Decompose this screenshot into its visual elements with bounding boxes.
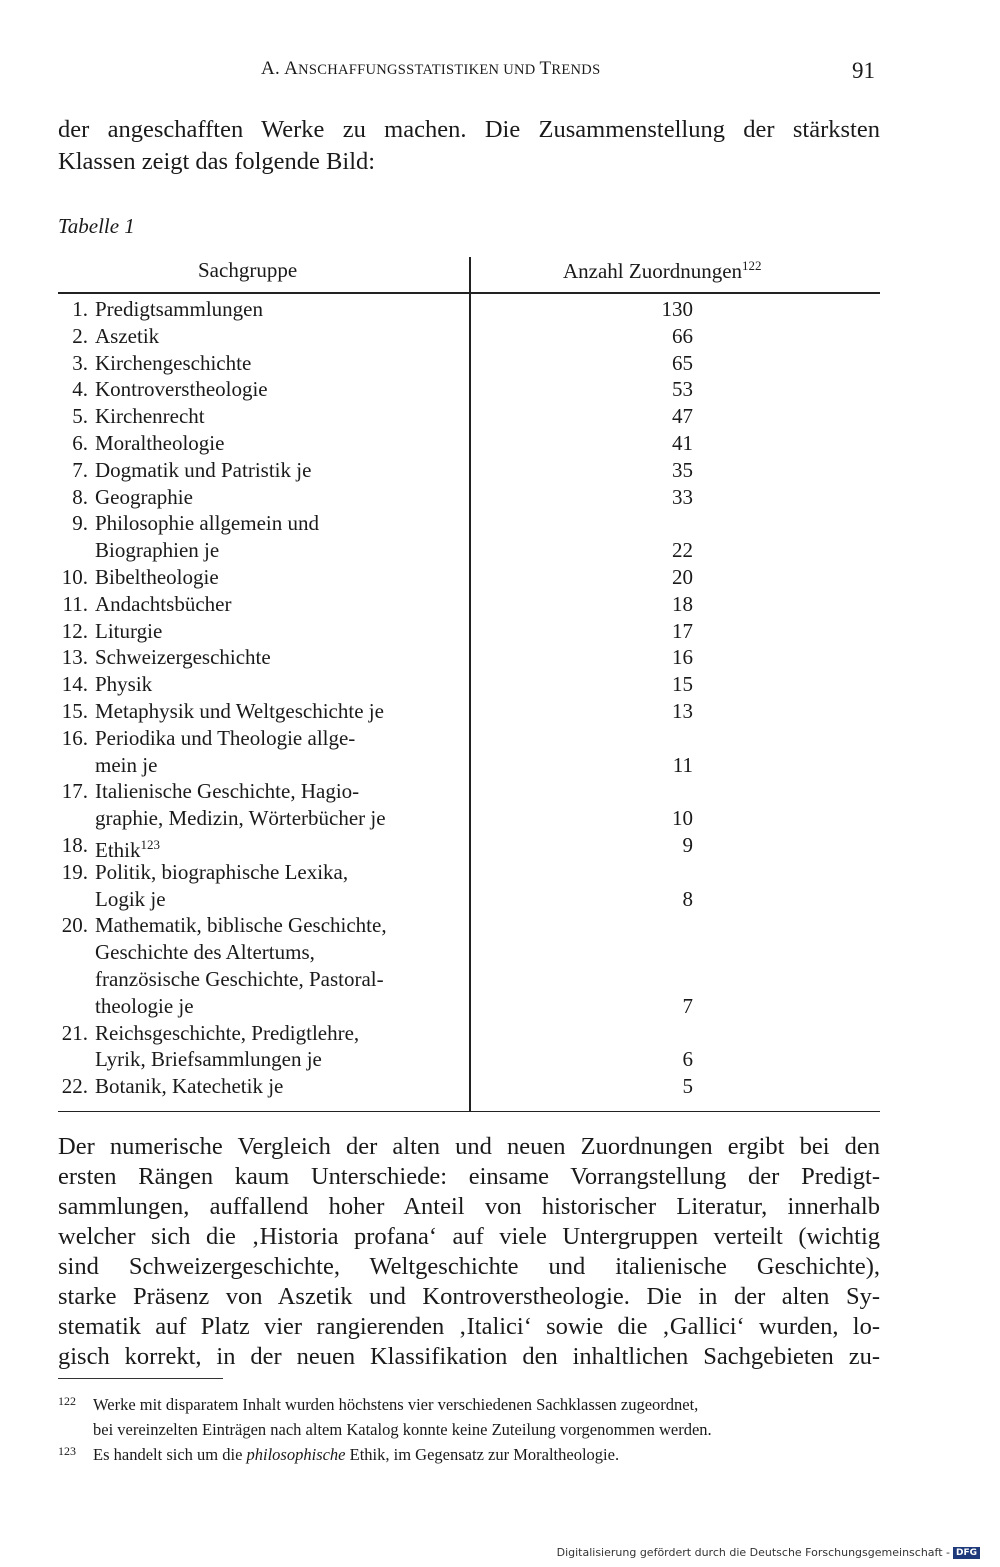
row-number: 1. [72, 297, 88, 321]
row-label-text: Physik [95, 672, 153, 697]
row-label-text: Botanik, Katechetik je [95, 1074, 284, 1099]
row-label-text: Logik je [95, 886, 166, 911]
row-label [95, 564, 455, 591]
footnote-text: Es handelt sich um die [93, 1445, 247, 1464]
row-label [95, 591, 455, 618]
row-label-line [95, 350, 455, 377]
row-label-line [95, 564, 455, 591]
row-label-text: Dogmatik und Patristik je [95, 457, 312, 482]
row-label-text: französische Geschichte, Pastoral- [95, 966, 384, 991]
row-label-text: Metaphysik und Weltgeschichte je [95, 699, 384, 723]
row-label-line [95, 484, 455, 511]
row-label-text: Reichsgeschichte, Predigtlehre, [95, 1020, 360, 1045]
row-number: 21. [61, 1020, 88, 1045]
paragraph-line: starke Präsenz von Aszetik und Kontroverstheologie. Die in der alten Sy- [58, 1283, 880, 1310]
row-count: 33 [672, 484, 693, 509]
row-label [95, 671, 455, 698]
row-count: 41 [672, 431, 693, 455]
credit-text: Digitalisierung gefördert durch die Deutsche Forschungsgemeinschaft - [556, 1546, 950, 1559]
row-label [95, 484, 455, 511]
row-label-line [95, 725, 455, 752]
running-head-smallcaps-end: RENDS [551, 62, 601, 78]
header-rule [58, 292, 880, 294]
row-number: 4. [72, 377, 88, 402]
row-label-text: Lyrik, Briefsammlungen je [95, 1047, 322, 1072]
row-count: 47 [672, 404, 693, 429]
row-label [95, 912, 455, 1019]
row-count: 6 [682, 1047, 693, 1072]
row-count: 65 [672, 350, 693, 375]
row-count: 17 [672, 618, 693, 643]
row-number: 2. [72, 323, 88, 348]
paragraph-line: welcher sich die ‚Historia profana‘ auf viele Untergruppen verteilt (wichtig [58, 1223, 880, 1250]
row-label [95, 350, 455, 377]
paragraph-line: gisch korrekt, in der neuen Klassifikation den inhaltlichen Sachgebieten zu- [58, 1343, 880, 1370]
paragraph-line: ersten Rängen kaum Unterschiede: einsame Vorrangstellung der Predigt- [58, 1163, 880, 1190]
row-label-text: Kontroverstheologie [95, 377, 268, 402]
paragraph-line: stematik auf Platz vier rangierenden ‚Italici‘ sowie die ‚Gallici‘ wurden, lo- [58, 1313, 880, 1340]
paragraph-line: sind Schweizergeschichte, Weltgeschichte und italienische Geschichte), [58, 1253, 880, 1280]
row-count: 15 [672, 672, 693, 697]
column-header-anzahl [563, 258, 762, 284]
table-row [58, 778, 880, 832]
table-row [58, 457, 880, 484]
row-label-line [95, 698, 455, 725]
row-number: 22. [61, 1074, 88, 1099]
row-label-line [95, 376, 455, 403]
row-count: 10 [672, 806, 693, 831]
row-number: 16. [61, 725, 88, 750]
row-label-text: graphie, Medizin, Wörterbücher je [95, 806, 386, 831]
row-label-line [95, 671, 455, 698]
digitization-credit [557, 1546, 980, 1559]
footnote-rule [58, 1378, 223, 1379]
paragraph-line: Der numerische Vergleich der alten und neuen Zuordnungen ergibt bei den [58, 1133, 880, 1160]
row-label-text: Biographien je [95, 538, 220, 563]
data-table [58, 244, 880, 1112]
row-label-line [95, 296, 455, 323]
row-number: 14. [61, 672, 88, 697]
footnote-line: Werke mit disparatem Inhalt wurden höchstens vier verschiedenen Sachklassen zugeordnet, [93, 1395, 699, 1414]
row-number: 10. [61, 565, 88, 589]
running-head [261, 58, 600, 80]
row-label [95, 430, 455, 457]
row-number: 8. [72, 484, 88, 509]
table-row [58, 484, 880, 511]
table-row [58, 832, 880, 862]
row-label-text: Kirchenrecht [95, 404, 205, 429]
row-number: 17. [61, 779, 88, 804]
row-count: 20 [672, 565, 693, 589]
row-label [95, 859, 455, 913]
row-label-line [95, 618, 455, 645]
row-label-text: Periodika und Theologie allge- [95, 725, 356, 750]
row-count: 9 [682, 833, 693, 857]
row-label-line [95, 1046, 455, 1073]
row-label [95, 403, 455, 430]
row-label [95, 457, 455, 484]
row-label-line [95, 1073, 455, 1100]
footnote-line: bei vereinzelten Einträgen nach altem Katalog konnte keine Zuteilung vorgenommen werden. [93, 1420, 712, 1439]
footnote-number: 123 [58, 1444, 76, 1458]
table-row [58, 430, 880, 457]
row-number: 6. [72, 431, 88, 455]
table-row [58, 1020, 880, 1074]
table-row [58, 1073, 880, 1100]
intro-line-2: Klassen zeigt das folgende Bild: [58, 148, 376, 175]
row-label-line [95, 457, 455, 484]
footnote-line [93, 1442, 888, 1467]
table-row [58, 671, 880, 698]
row-label-line [95, 1020, 455, 1047]
row-count: 8 [682, 886, 693, 911]
row-label-text: Italienische Geschichte, Hagio- [95, 779, 360, 804]
row-count: 18 [672, 591, 693, 616]
row-label-text: Kirchengeschichte [95, 350, 252, 375]
row-label-line [95, 886, 455, 913]
row-number: 7. [72, 457, 88, 482]
row-label-text: Moraltheologie [95, 431, 225, 455]
row-label [95, 376, 455, 403]
footnote-ref-122: 122 [742, 258, 762, 273]
row-count: 22 [672, 538, 693, 563]
footnote-number: 122 [58, 1394, 76, 1408]
row-label [95, 1073, 455, 1100]
running-head-smallcaps: NSCHAFFUNGSSTATISTIKEN UND [298, 62, 540, 78]
row-label-line [95, 778, 455, 805]
row-number: 5. [72, 404, 88, 429]
footnote-122 [58, 1392, 888, 1442]
row-label-line [95, 752, 455, 779]
row-label [95, 644, 455, 671]
table-row [58, 644, 880, 671]
row-count: 35 [672, 457, 693, 482]
row-count: 66 [672, 323, 693, 348]
row-label [95, 725, 455, 779]
row-count: 53 [672, 377, 693, 402]
table-row [58, 618, 880, 645]
row-label-text: Andachtsbücher [95, 591, 232, 616]
row-count: 16 [672, 645, 693, 670]
row-label-text: Bibeltheologie [95, 565, 219, 589]
row-label-text: Geschichte des Altertums, [95, 940, 315, 965]
table-row [58, 564, 880, 591]
row-count: 11 [672, 752, 693, 777]
row-label-line [95, 403, 455, 430]
table-row [58, 296, 880, 323]
row-label-text: Ethik [95, 838, 141, 862]
table-row [58, 323, 880, 350]
intro-line-1: der angeschafften Werke zu machen. Die Zusammenstellung der stärksten [58, 116, 880, 143]
running-head-t: T [539, 58, 552, 79]
table-caption: Tabelle 1 [58, 214, 135, 238]
row-number: 11. [62, 591, 88, 616]
row-label-line [95, 859, 455, 886]
row-number: 19. [61, 859, 88, 884]
paragraph-line: sammlungen, auffallend hoher Anteil von historischer Literatur, innerhalb [58, 1193, 880, 1220]
row-label-line [95, 510, 455, 537]
page-number: 91 [852, 58, 875, 83]
row-label-text: Mathematik, biblische Geschichte, [95, 913, 387, 938]
table-row [58, 403, 880, 430]
row-label-text: Schweizergeschichte [95, 645, 271, 670]
row-label [95, 323, 455, 350]
table-row [58, 350, 880, 377]
table-row [58, 376, 880, 403]
row-label-text: Aszetik [95, 323, 160, 348]
row-number: 13. [61, 645, 88, 670]
bottom-rule [58, 1111, 880, 1113]
row-label-line [95, 591, 455, 618]
footnote-text: Ethik, im Gegensatz zur Moraltheologie. [345, 1445, 620, 1464]
row-label-line [95, 993, 455, 1020]
footnote-italic: philosophische [246, 1445, 346, 1464]
row-label-line [95, 912, 455, 939]
row-label-text: Predigtsammlungen [95, 297, 263, 321]
row-label [95, 778, 455, 832]
footnote-123 [58, 1442, 888, 1467]
row-number: 12. [61, 618, 88, 643]
running-head-initial: A. A [261, 58, 299, 79]
row-label [95, 618, 455, 645]
row-label-text: Politik, biographische Lexika, [95, 859, 349, 884]
row-label-line [95, 537, 455, 564]
row-number: 18. [61, 833, 88, 857]
row-label [95, 510, 455, 564]
row-label-text: theologie je [95, 993, 194, 1018]
row-label-text: Geographie [95, 484, 193, 509]
dfg-logo: DFG [953, 1547, 980, 1559]
row-number: 3. [72, 350, 88, 375]
row-label [95, 1020, 455, 1074]
row-number: 15. [61, 699, 88, 723]
table-row [58, 725, 880, 779]
row-count: 5 [682, 1074, 693, 1099]
row-label [95, 698, 455, 725]
row-count: 13 [672, 699, 693, 723]
row-label-line [95, 323, 455, 350]
row-label-line [95, 644, 455, 671]
row-number: 20. [61, 913, 88, 938]
body-paragraph [58, 1132, 880, 1372]
row-label-text: Philosophie allgemein und [95, 511, 319, 536]
table-row [58, 912, 880, 1019]
row-count: 130 [661, 297, 693, 321]
row-label-line [95, 805, 455, 832]
row-count: 7 [682, 993, 693, 1018]
footnote-ref: 123 [140, 837, 160, 852]
table-row [58, 698, 880, 725]
table-row [58, 510, 880, 564]
row-label [95, 296, 455, 323]
table-row [58, 859, 880, 913]
row-number: 9. [72, 511, 88, 536]
row-label-line [95, 966, 455, 993]
row-label-line [95, 939, 455, 966]
row-label-line [95, 430, 455, 457]
column-header-sachgruppe: Sachgruppe [198, 258, 298, 282]
row-label-text: Liturgie [95, 618, 163, 643]
row-label-text: mein je [95, 752, 158, 777]
table-row [58, 591, 880, 618]
column-header-anzahl-text: Anzahl Zuordnungen [563, 259, 743, 283]
